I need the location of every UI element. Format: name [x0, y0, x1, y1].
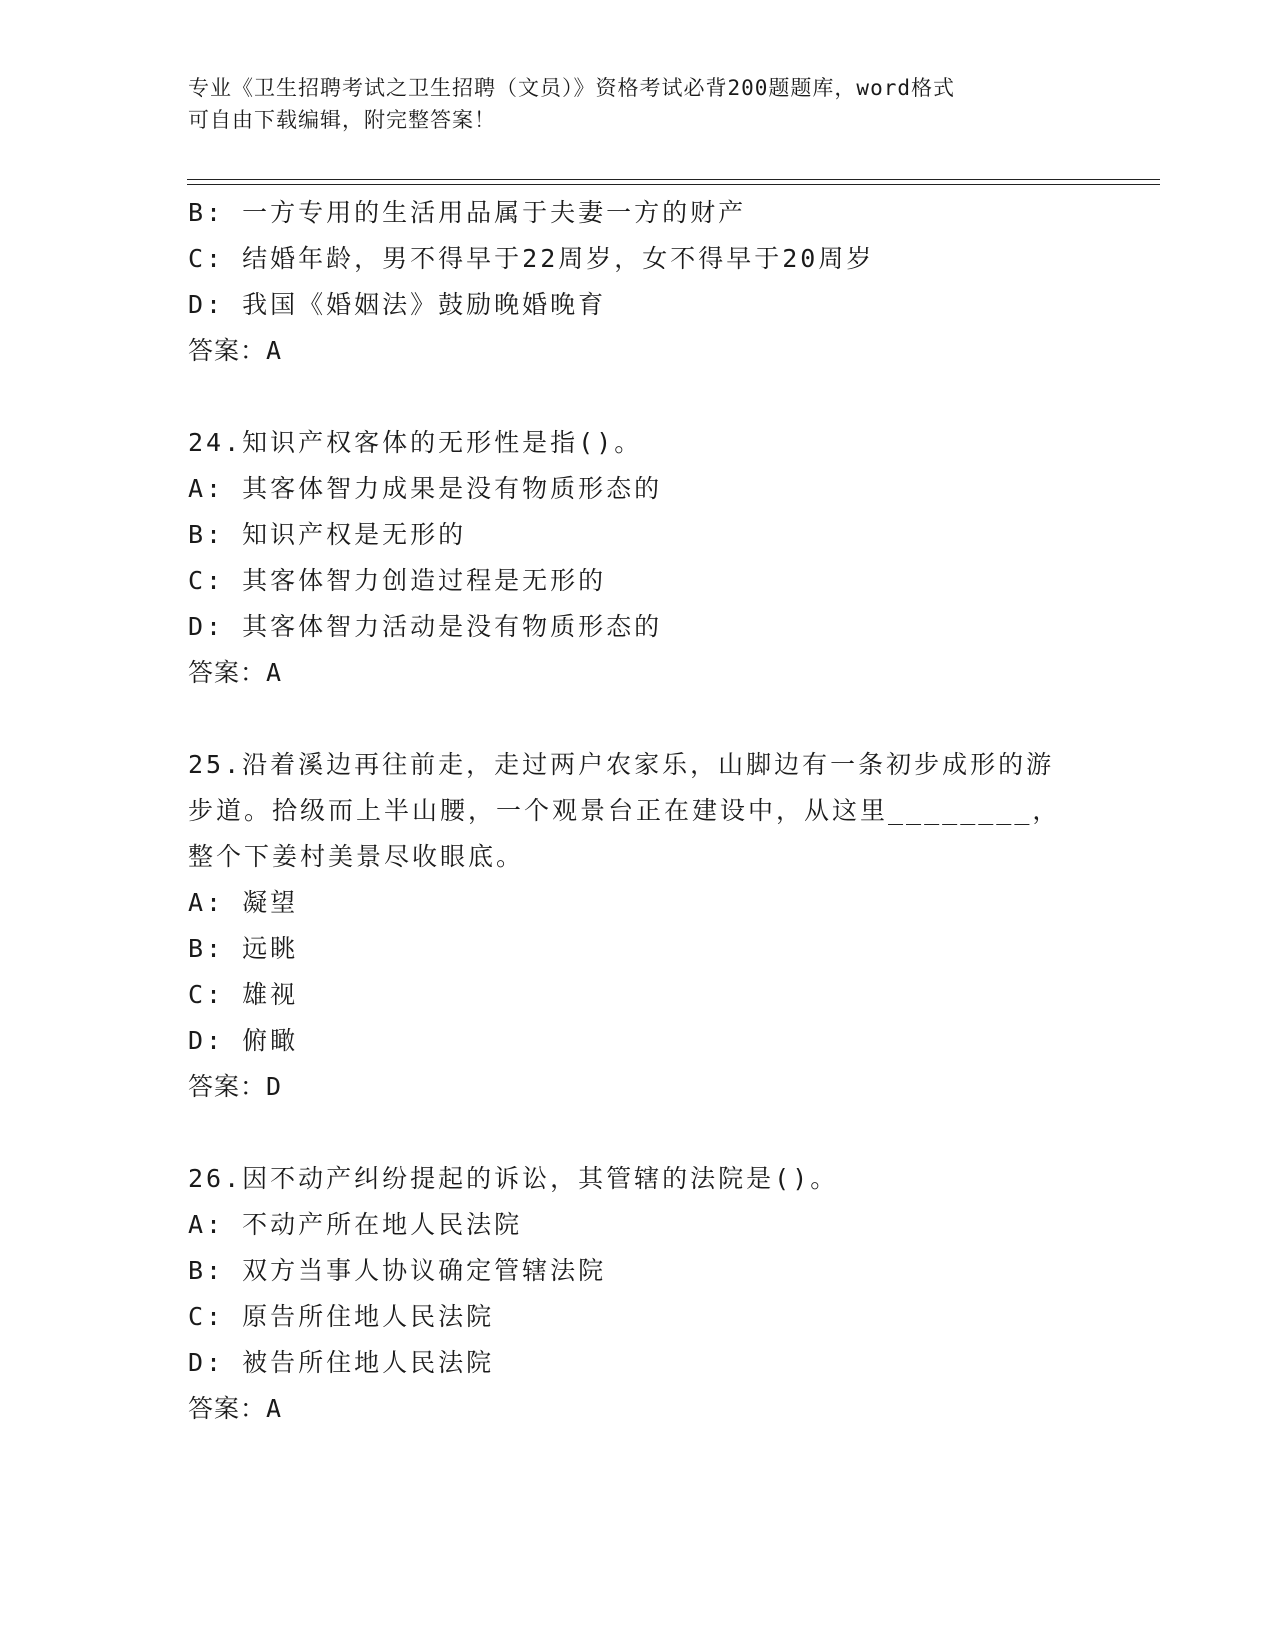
answer-value: A [266, 658, 283, 687]
option-d: D: 其客体智力活动是没有物质形态的 [188, 612, 663, 641]
question-stem: 26.因不动产纠纷提起的诉讼，其管辖的法院是()。 [188, 1164, 839, 1193]
spacer [188, 696, 1088, 742]
option-d: D: 俯瞰 [188, 1026, 299, 1055]
option-b: B: 知识产权是无形的 [188, 520, 467, 549]
spacer [188, 1110, 1088, 1156]
answer-label: 答案： [188, 336, 267, 365]
spacer [188, 374, 1088, 420]
answer-label: 答案： [188, 658, 267, 687]
answer-label: 答案： [188, 1394, 267, 1423]
question-24 [188, 420, 1088, 696]
question-26 [188, 1156, 1088, 1432]
answer-label: 答案： [188, 1072, 267, 1101]
answer-line [188, 1064, 1088, 1110]
option-b: B: 一方专用的生活用品属于夫妻一方的财产 [188, 198, 747, 227]
answer-line [188, 328, 1088, 374]
question-stem: 整个下姜村美景尽收眼底。 [188, 842, 525, 871]
header-line-1: 专业《卫生招聘考试之卫生招聘（文员）》资格考试必背200题题库，word格式 [188, 76, 955, 100]
option-d: D: 我国《婚姻法》鼓励晚婚晚育 [188, 290, 607, 319]
option-d: D: 被告所住地人民法院 [188, 1348, 495, 1377]
question-list [188, 190, 1088, 1432]
option-b: B: 双方当事人协议确定管辖法院 [188, 1256, 607, 1285]
option-b: B: 远眺 [188, 934, 299, 963]
header-divider-bottom [187, 184, 1160, 185]
option-a: A: 凝望 [188, 888, 299, 917]
question-25 [188, 742, 1088, 1110]
option-c: C: 其客体智力创造过程是无形的 [188, 566, 607, 595]
document-header [188, 72, 1088, 136]
question-stem: 25.沿着溪边再往前走，走过两户农家乐，山脚边有一条初步成形的游 [188, 750, 1055, 779]
question-stem: 24.知识产权客体的无形性是指()。 [188, 428, 643, 457]
option-a: A: 不动产所在地人民法院 [188, 1210, 523, 1239]
answer-value: A [266, 336, 283, 365]
option-c: C: 雄视 [188, 980, 299, 1009]
header-divider-top [187, 179, 1160, 180]
option-a: A: 其客体智力成果是没有物质形态的 [188, 474, 663, 503]
answer-value: A [266, 1394, 283, 1423]
answer-line [188, 1386, 1088, 1432]
answer-line [188, 650, 1088, 696]
option-c: C: 原告所住地人民法院 [188, 1302, 495, 1331]
question-continued [188, 190, 1088, 374]
option-c: C: 结婚年龄，男不得早于22周岁，女不得早于20周岁 [188, 244, 875, 273]
answer-value: D [266, 1072, 283, 1101]
question-stem: 步道。拾级而上半山腰，一个观景台正在建设中，从这里________， [188, 796, 1061, 825]
header-line-2: 可自由下载编辑，附完整答案！ [188, 108, 496, 132]
